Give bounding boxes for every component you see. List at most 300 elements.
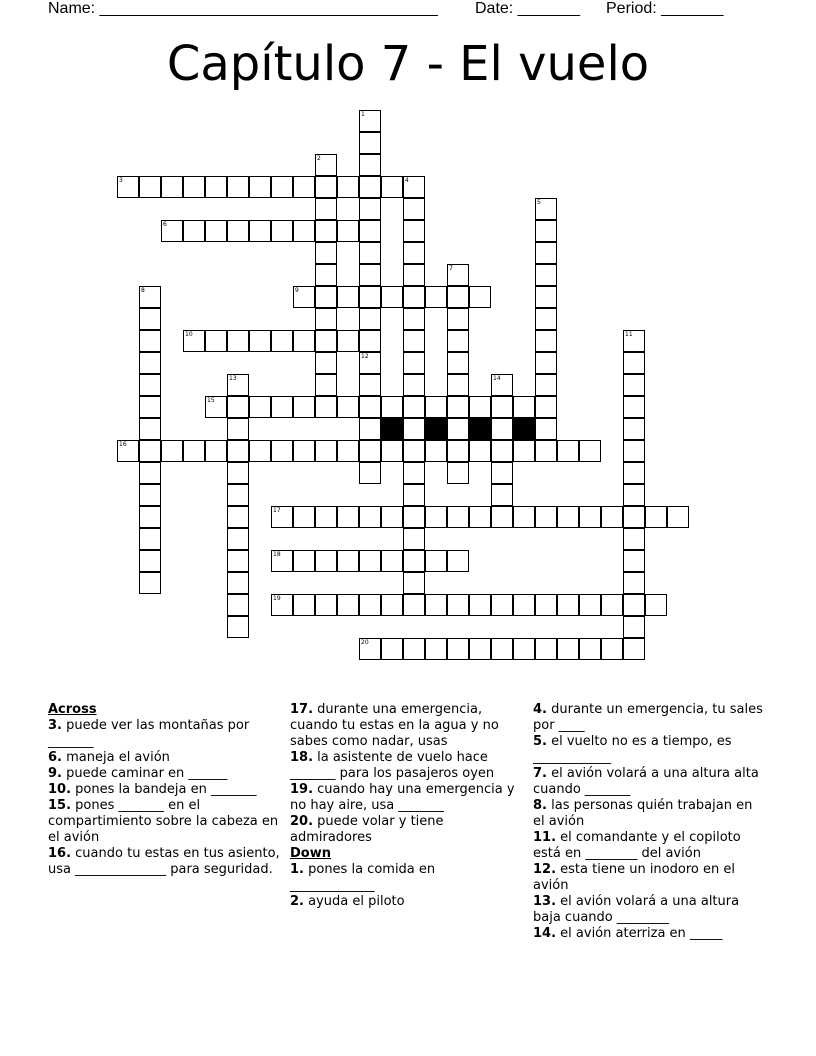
grid-cell[interactable]: [315, 352, 337, 374]
clue-item: [533, 862, 765, 894]
grid-cell[interactable]: [447, 352, 469, 374]
grid-cell[interactable]: [425, 594, 447, 616]
grid-cell[interactable]: [425, 286, 447, 308]
clue-item-number: 18.: [290, 750, 314, 765]
grid-cell[interactable]: [513, 594, 535, 616]
across-heading: Across: [48, 702, 97, 717]
grid-cell[interactable]: [381, 550, 403, 572]
grid-cell[interactable]: [381, 396, 403, 418]
grid-cell[interactable]: [535, 264, 557, 286]
grid-cell[interactable]: [205, 330, 227, 352]
grid-cell[interactable]: [535, 308, 557, 330]
grid-cell[interactable]: [139, 308, 161, 330]
date-field-label: Date: _______: [475, 0, 580, 17]
grid-cell[interactable]: [403, 352, 425, 374]
grid-cell[interactable]: [381, 176, 403, 198]
grid-cell[interactable]: [359, 154, 381, 176]
clue-item: [48, 766, 280, 782]
grid-cell[interactable]: [139, 352, 161, 374]
clue-item: [533, 798, 765, 830]
grid-cell[interactable]: [315, 220, 337, 242]
clue-item: [290, 814, 522, 846]
clue-item: [533, 766, 765, 798]
clue-item-text: el comandante y el copiloto está en ________ del avión: [533, 830, 741, 861]
grid-cell[interactable]: [403, 528, 425, 550]
grid-cell[interactable]: [271, 330, 293, 352]
grid-cell[interactable]: [403, 264, 425, 286]
grid-cell[interactable]: [403, 396, 425, 418]
grid-cell[interactable]: [227, 418, 249, 440]
grid-cell[interactable]: [491, 638, 513, 660]
clue-number: 9: [295, 287, 299, 294]
grid-cell[interactable]: [491, 396, 513, 418]
name-field-label: Name: ______________________________________: [48, 0, 438, 17]
clue-item: [290, 862, 522, 894]
grid-cell[interactable]: [535, 198, 557, 220]
grid-cell[interactable]: [337, 220, 359, 242]
grid-cell[interactable]: [359, 594, 381, 616]
grid-cell[interactable]: [139, 330, 161, 352]
grid-cell[interactable]: [139, 176, 161, 198]
grid-cell[interactable]: [535, 418, 557, 440]
grid-cell[interactable]: [667, 506, 689, 528]
grid-cell[interactable]: [535, 352, 557, 374]
grid-cell[interactable]: [337, 176, 359, 198]
grid-cell[interactable]: [535, 286, 557, 308]
grid-cell[interactable]: [271, 176, 293, 198]
grid-cell[interactable]: [139, 484, 161, 506]
clue-item: [533, 830, 765, 862]
clue-item-text: el avión volará a una altura baja cuando ________: [533, 894, 740, 925]
clue-number: 10: [185, 331, 193, 338]
grid-cell[interactable]: [535, 440, 557, 462]
grid-cell[interactable]: [469, 638, 491, 660]
grid-cell[interactable]: [513, 440, 535, 462]
grid-cell[interactable]: [293, 506, 315, 528]
grid-cell[interactable]: [271, 506, 293, 528]
clue-item-number: 8.: [533, 798, 547, 813]
grid-cell[interactable]: [447, 638, 469, 660]
grid-cell[interactable]: [381, 506, 403, 528]
clue-item-text: puede caminar en ______: [61, 766, 228, 781]
grid-cell[interactable]: [293, 176, 315, 198]
clue-number: 13: [229, 375, 237, 382]
grid-cell[interactable]: [579, 440, 601, 462]
grid-cell[interactable]: [249, 396, 271, 418]
grid-cell[interactable]: [359, 176, 381, 198]
clue-item-text: puede ver las montañas por _______: [48, 718, 250, 749]
clue-item-text: cuando tu estas en tus asiento, usa ______________ para seguridad.: [48, 846, 280, 877]
clue-item-text: pones _______ en el compartimiento sobre la cabeza en el avión: [48, 798, 279, 845]
grid-cell[interactable]: [359, 506, 381, 528]
grid-cell[interactable]: [535, 506, 557, 528]
grid-cell[interactable]: [315, 440, 337, 462]
grid-cell[interactable]: [579, 594, 601, 616]
grid-cell[interactable]: [161, 220, 183, 242]
grid-cell[interactable]: [557, 638, 579, 660]
grid-cell[interactable]: [601, 594, 623, 616]
down-clue-list-1: [290, 862, 522, 910]
grid-cell[interactable]: [623, 330, 645, 352]
page-title: Capítulo 7 - El vuelo: [166, 36, 650, 92]
clue-number: 11: [625, 331, 633, 338]
grid-cell[interactable]: [425, 440, 447, 462]
grid-cell[interactable]: [557, 506, 579, 528]
clue-item: [290, 702, 522, 750]
grid-cell[interactable]: [249, 220, 271, 242]
period-field-label: Period: _______: [606, 0, 724, 17]
clue-item: [48, 718, 280, 750]
grid-cell[interactable]: [403, 242, 425, 264]
grid-cell[interactable]: [403, 484, 425, 506]
grid-cell[interactable]: [315, 286, 337, 308]
clue-item-number: 5.: [533, 734, 547, 749]
grid-cell[interactable]: [623, 638, 645, 660]
grid-cell[interactable]: [403, 440, 425, 462]
grid-cell[interactable]: [535, 638, 557, 660]
grid-cell[interactable]: [227, 396, 249, 418]
grid-cell[interactable]: [623, 462, 645, 484]
grid-cell[interactable]: [469, 506, 491, 528]
grid-cell[interactable]: [227, 528, 249, 550]
clue-item-text: esta tiene un inodoro en el avión: [533, 862, 735, 893]
grid-cell[interactable]: [381, 440, 403, 462]
grid-cell[interactable]: [623, 418, 645, 440]
clues-column-2: [290, 702, 522, 910]
grid-cell[interactable]: [447, 418, 469, 440]
grid-cell[interactable]: [623, 440, 645, 462]
grid-cell[interactable]: [579, 638, 601, 660]
grid-cell[interactable]: [293, 396, 315, 418]
grid-cell[interactable]: [293, 220, 315, 242]
grid-cell[interactable]: [359, 440, 381, 462]
clue-item-number: 15.: [48, 798, 72, 813]
grid-cell[interactable]: [403, 176, 425, 198]
grid-cell[interactable]: [447, 594, 469, 616]
grid-cell[interactable]: [117, 176, 139, 198]
grid-cell[interactable]: [623, 594, 645, 616]
grid-cell[interactable]: [315, 396, 337, 418]
clue-item-text: maneja el avión: [61, 750, 170, 765]
grid-cell[interactable]: [227, 594, 249, 616]
grid-cell[interactable]: [139, 506, 161, 528]
grid-cell[interactable]: [491, 462, 513, 484]
grid-cell[interactable]: [645, 594, 667, 616]
grid-cell[interactable]: [271, 550, 293, 572]
grid-cell[interactable]: [469, 396, 491, 418]
grid-cell[interactable]: [403, 638, 425, 660]
grid-cell[interactable]: [359, 198, 381, 220]
grid-cell[interactable]: [381, 638, 403, 660]
grid-cell[interactable]: [359, 132, 381, 154]
grid-cell[interactable]: [139, 374, 161, 396]
grid-cell[interactable]: [623, 352, 645, 374]
grid-cell[interactable]: [447, 374, 469, 396]
grid-cell[interactable]: [623, 528, 645, 550]
grid-cell[interactable]: [271, 220, 293, 242]
clue-item-text: durante un emergencia, tu sales por ____: [533, 702, 763, 733]
grid-cell[interactable]: [447, 396, 469, 418]
grid-cell[interactable]: [535, 374, 557, 396]
grid-cell[interactable]: [139, 572, 161, 594]
grid-cell[interactable]: [601, 638, 623, 660]
grid-cell[interactable]: [183, 220, 205, 242]
grid-cell[interactable]: [557, 594, 579, 616]
grid-cell[interactable]: [227, 374, 249, 396]
grid-cell[interactable]: [623, 506, 645, 528]
clues-column-3: [533, 702, 765, 942]
across-clue-list-2: [290, 702, 522, 846]
grid-cell[interactable]: [315, 176, 337, 198]
grid-cell[interactable]: [139, 440, 161, 462]
grid-cell[interactable]: [447, 550, 469, 572]
grid-cell[interactable]: [447, 286, 469, 308]
grid-cell[interactable]: [271, 440, 293, 462]
grid-cell[interactable]: [227, 616, 249, 638]
clue-item-text: durante una emergencia, cuando tu estas en la agua y no sabes como nadar, usas: [290, 702, 499, 749]
grid-cell[interactable]: [381, 594, 403, 616]
clue-item: [290, 782, 522, 814]
grid-cell[interactable]: [315, 594, 337, 616]
clue-number: 19: [273, 595, 281, 602]
grid-cell[interactable]: [249, 440, 271, 462]
clue-item-number: 16.: [48, 846, 72, 861]
grid-cell[interactable]: [359, 550, 381, 572]
grid-cell[interactable]: [315, 506, 337, 528]
grid-cell[interactable]: [337, 286, 359, 308]
grid-cell[interactable]: [535, 220, 557, 242]
grid-cell[interactable]: [623, 550, 645, 572]
grid-cell[interactable]: [271, 594, 293, 616]
grid-cell[interactable]: [425, 550, 447, 572]
grid-cell[interactable]: [425, 506, 447, 528]
clue-item-number: 10.: [48, 782, 72, 797]
clue-item-number: 14.: [533, 926, 557, 941]
grid-cell[interactable]: [161, 440, 183, 462]
clue-number: 1: [361, 111, 365, 118]
grid-cell[interactable]: [315, 374, 337, 396]
grid-cell[interactable]: [359, 220, 381, 242]
clue-number: 15: [207, 397, 215, 404]
grid-cell[interactable]: [403, 594, 425, 616]
grid-cell[interactable]: [447, 330, 469, 352]
grid-cell[interactable]: [139, 462, 161, 484]
grid-cell[interactable]: [381, 286, 403, 308]
clue-number: 7: [449, 265, 453, 272]
grid-cell[interactable]: [513, 506, 535, 528]
grid-cell[interactable]: [227, 462, 249, 484]
grid-cell[interactable]: [183, 176, 205, 198]
grid-cell[interactable]: [359, 638, 381, 660]
clue-number: 14: [493, 375, 501, 382]
grid-cell[interactable]: [183, 330, 205, 352]
grid-cell[interactable]: [359, 330, 381, 352]
grid-cell[interactable]: [315, 308, 337, 330]
clue-item-text: las personas quién trabajan en el avión: [533, 798, 753, 829]
grid-cell[interactable]: [359, 396, 381, 418]
grid-cell[interactable]: [535, 396, 557, 418]
grid-cell[interactable]: [601, 506, 623, 528]
grid-cell[interactable]: [205, 220, 227, 242]
grid-cell[interactable]: [623, 374, 645, 396]
grid-cell[interactable]: [227, 330, 249, 352]
grid-cell[interactable]: [491, 440, 513, 462]
grid-cell[interactable]: [403, 506, 425, 528]
grid-cell[interactable]: [227, 176, 249, 198]
grid-cell[interactable]: [139, 396, 161, 418]
blocked-cell: [469, 418, 491, 440]
grid-cell[interactable]: [535, 330, 557, 352]
grid-cell[interactable]: [579, 506, 601, 528]
grid-cell[interactable]: [315, 198, 337, 220]
grid-cell[interactable]: [293, 550, 315, 572]
grid-cell[interactable]: [227, 484, 249, 506]
grid-cell[interactable]: [359, 374, 381, 396]
grid-cell[interactable]: [645, 506, 667, 528]
grid-cell[interactable]: [359, 308, 381, 330]
grid-cell[interactable]: [623, 572, 645, 594]
grid-cell[interactable]: [337, 506, 359, 528]
clue-number: 20: [361, 639, 369, 646]
grid-cell[interactable]: [359, 242, 381, 264]
clue-item-number: 19.: [290, 782, 314, 797]
grid-cell[interactable]: [337, 330, 359, 352]
grid-cell[interactable]: [337, 594, 359, 616]
grid-cell[interactable]: [315, 550, 337, 572]
clue-item: [533, 734, 765, 766]
grid-cell[interactable]: [623, 484, 645, 506]
grid-cell[interactable]: [623, 396, 645, 418]
grid-cell[interactable]: [359, 264, 381, 286]
grid-cell[interactable]: [359, 352, 381, 374]
clue-item-number: 3.: [48, 718, 62, 733]
grid-cell[interactable]: [447, 440, 469, 462]
grid-cell[interactable]: [403, 550, 425, 572]
clue-item-text: el avión volará a una altura alta cuando _______: [533, 766, 759, 797]
grid-cell[interactable]: [403, 572, 425, 594]
clue-item-text: pones la comida en _____________: [290, 862, 436, 893]
clue-item-text: ayuda el piloto: [303, 894, 405, 909]
grid-cell[interactable]: [447, 462, 469, 484]
clue-item-text: cuando hay una emergencia y no hay aire, usa _______: [290, 782, 515, 813]
grid-cell[interactable]: [139, 550, 161, 572]
clue-number: 5: [537, 199, 541, 206]
clue-item: [48, 782, 280, 798]
grid-cell[interactable]: [271, 396, 293, 418]
grid-cell[interactable]: [513, 638, 535, 660]
grid-cell[interactable]: [293, 440, 315, 462]
grid-cell[interactable]: [359, 110, 381, 132]
clues-column-1: [48, 702, 280, 878]
grid-cell[interactable]: [139, 418, 161, 440]
clue-item-number: 2.: [290, 894, 304, 909]
grid-cell[interactable]: [139, 286, 161, 308]
grid-cell[interactable]: [293, 330, 315, 352]
clue-item-number: 17.: [290, 702, 314, 717]
across-clue-list-1: [48, 718, 280, 878]
grid-cell[interactable]: [425, 396, 447, 418]
grid-cell[interactable]: [205, 396, 227, 418]
grid-cell[interactable]: [403, 418, 425, 440]
grid-cell[interactable]: [249, 176, 271, 198]
grid-cell[interactable]: [227, 220, 249, 242]
grid-cell[interactable]: [315, 154, 337, 176]
grid-cell[interactable]: [491, 374, 513, 396]
grid-cell[interactable]: [205, 176, 227, 198]
grid-cell[interactable]: [293, 594, 315, 616]
grid-cell[interactable]: [205, 440, 227, 462]
clue-item: [48, 798, 280, 846]
blocked-cell: [513, 418, 535, 440]
clue-item: [290, 894, 522, 910]
grid-cell[interactable]: [315, 330, 337, 352]
grid-cell[interactable]: [227, 550, 249, 572]
clue-item: [533, 702, 765, 734]
grid-cell[interactable]: [403, 330, 425, 352]
grid-cell[interactable]: [161, 176, 183, 198]
clue-item: [533, 894, 765, 926]
grid-cell[interactable]: [403, 198, 425, 220]
grid-cell[interactable]: [359, 286, 381, 308]
clue-number: 6: [163, 221, 167, 228]
grid-cell[interactable]: [535, 242, 557, 264]
grid-cell[interactable]: [139, 528, 161, 550]
grid-cell[interactable]: [403, 220, 425, 242]
grid-cell[interactable]: [227, 572, 249, 594]
clue-item: [290, 750, 522, 782]
grid-cell[interactable]: [315, 242, 337, 264]
blocked-cell: [381, 418, 403, 440]
grid-cell[interactable]: [315, 264, 337, 286]
clue-item-number: 9.: [48, 766, 62, 781]
grid-cell[interactable]: [359, 462, 381, 484]
grid-cell[interactable]: [117, 440, 139, 462]
grid-cell[interactable]: [249, 330, 271, 352]
grid-cell[interactable]: [491, 594, 513, 616]
clue-item-number: 4.: [533, 702, 547, 717]
grid-cell[interactable]: [469, 286, 491, 308]
grid-cell[interactable]: [183, 440, 205, 462]
grid-cell[interactable]: [447, 506, 469, 528]
grid-cell[interactable]: [425, 638, 447, 660]
grid-cell[interactable]: [403, 374, 425, 396]
grid-cell[interactable]: [535, 594, 557, 616]
grid-cell[interactable]: [337, 440, 359, 462]
grid-cell[interactable]: [403, 308, 425, 330]
grid-cell[interactable]: [403, 462, 425, 484]
grid-cell[interactable]: [469, 440, 491, 462]
grid-cell[interactable]: [469, 594, 491, 616]
grid-cell[interactable]: [293, 286, 315, 308]
clue-item: [533, 926, 765, 942]
grid-cell[interactable]: [447, 264, 469, 286]
grid-cell[interactable]: [447, 308, 469, 330]
grid-cell[interactable]: [491, 506, 513, 528]
grid-cell[interactable]: [513, 396, 535, 418]
grid-cell[interactable]: [491, 418, 513, 440]
grid-cell[interactable]: [337, 396, 359, 418]
grid-cell[interactable]: [403, 286, 425, 308]
clue-number: 16: [119, 441, 127, 448]
grid-cell[interactable]: [557, 440, 579, 462]
grid-cell[interactable]: [491, 484, 513, 506]
grid-cell[interactable]: [227, 440, 249, 462]
clue-item-number: 12.: [533, 862, 557, 877]
grid-cell[interactable]: [623, 616, 645, 638]
grid-cell[interactable]: [337, 550, 359, 572]
grid-cell[interactable]: [359, 418, 381, 440]
grid-cell[interactable]: [227, 506, 249, 528]
